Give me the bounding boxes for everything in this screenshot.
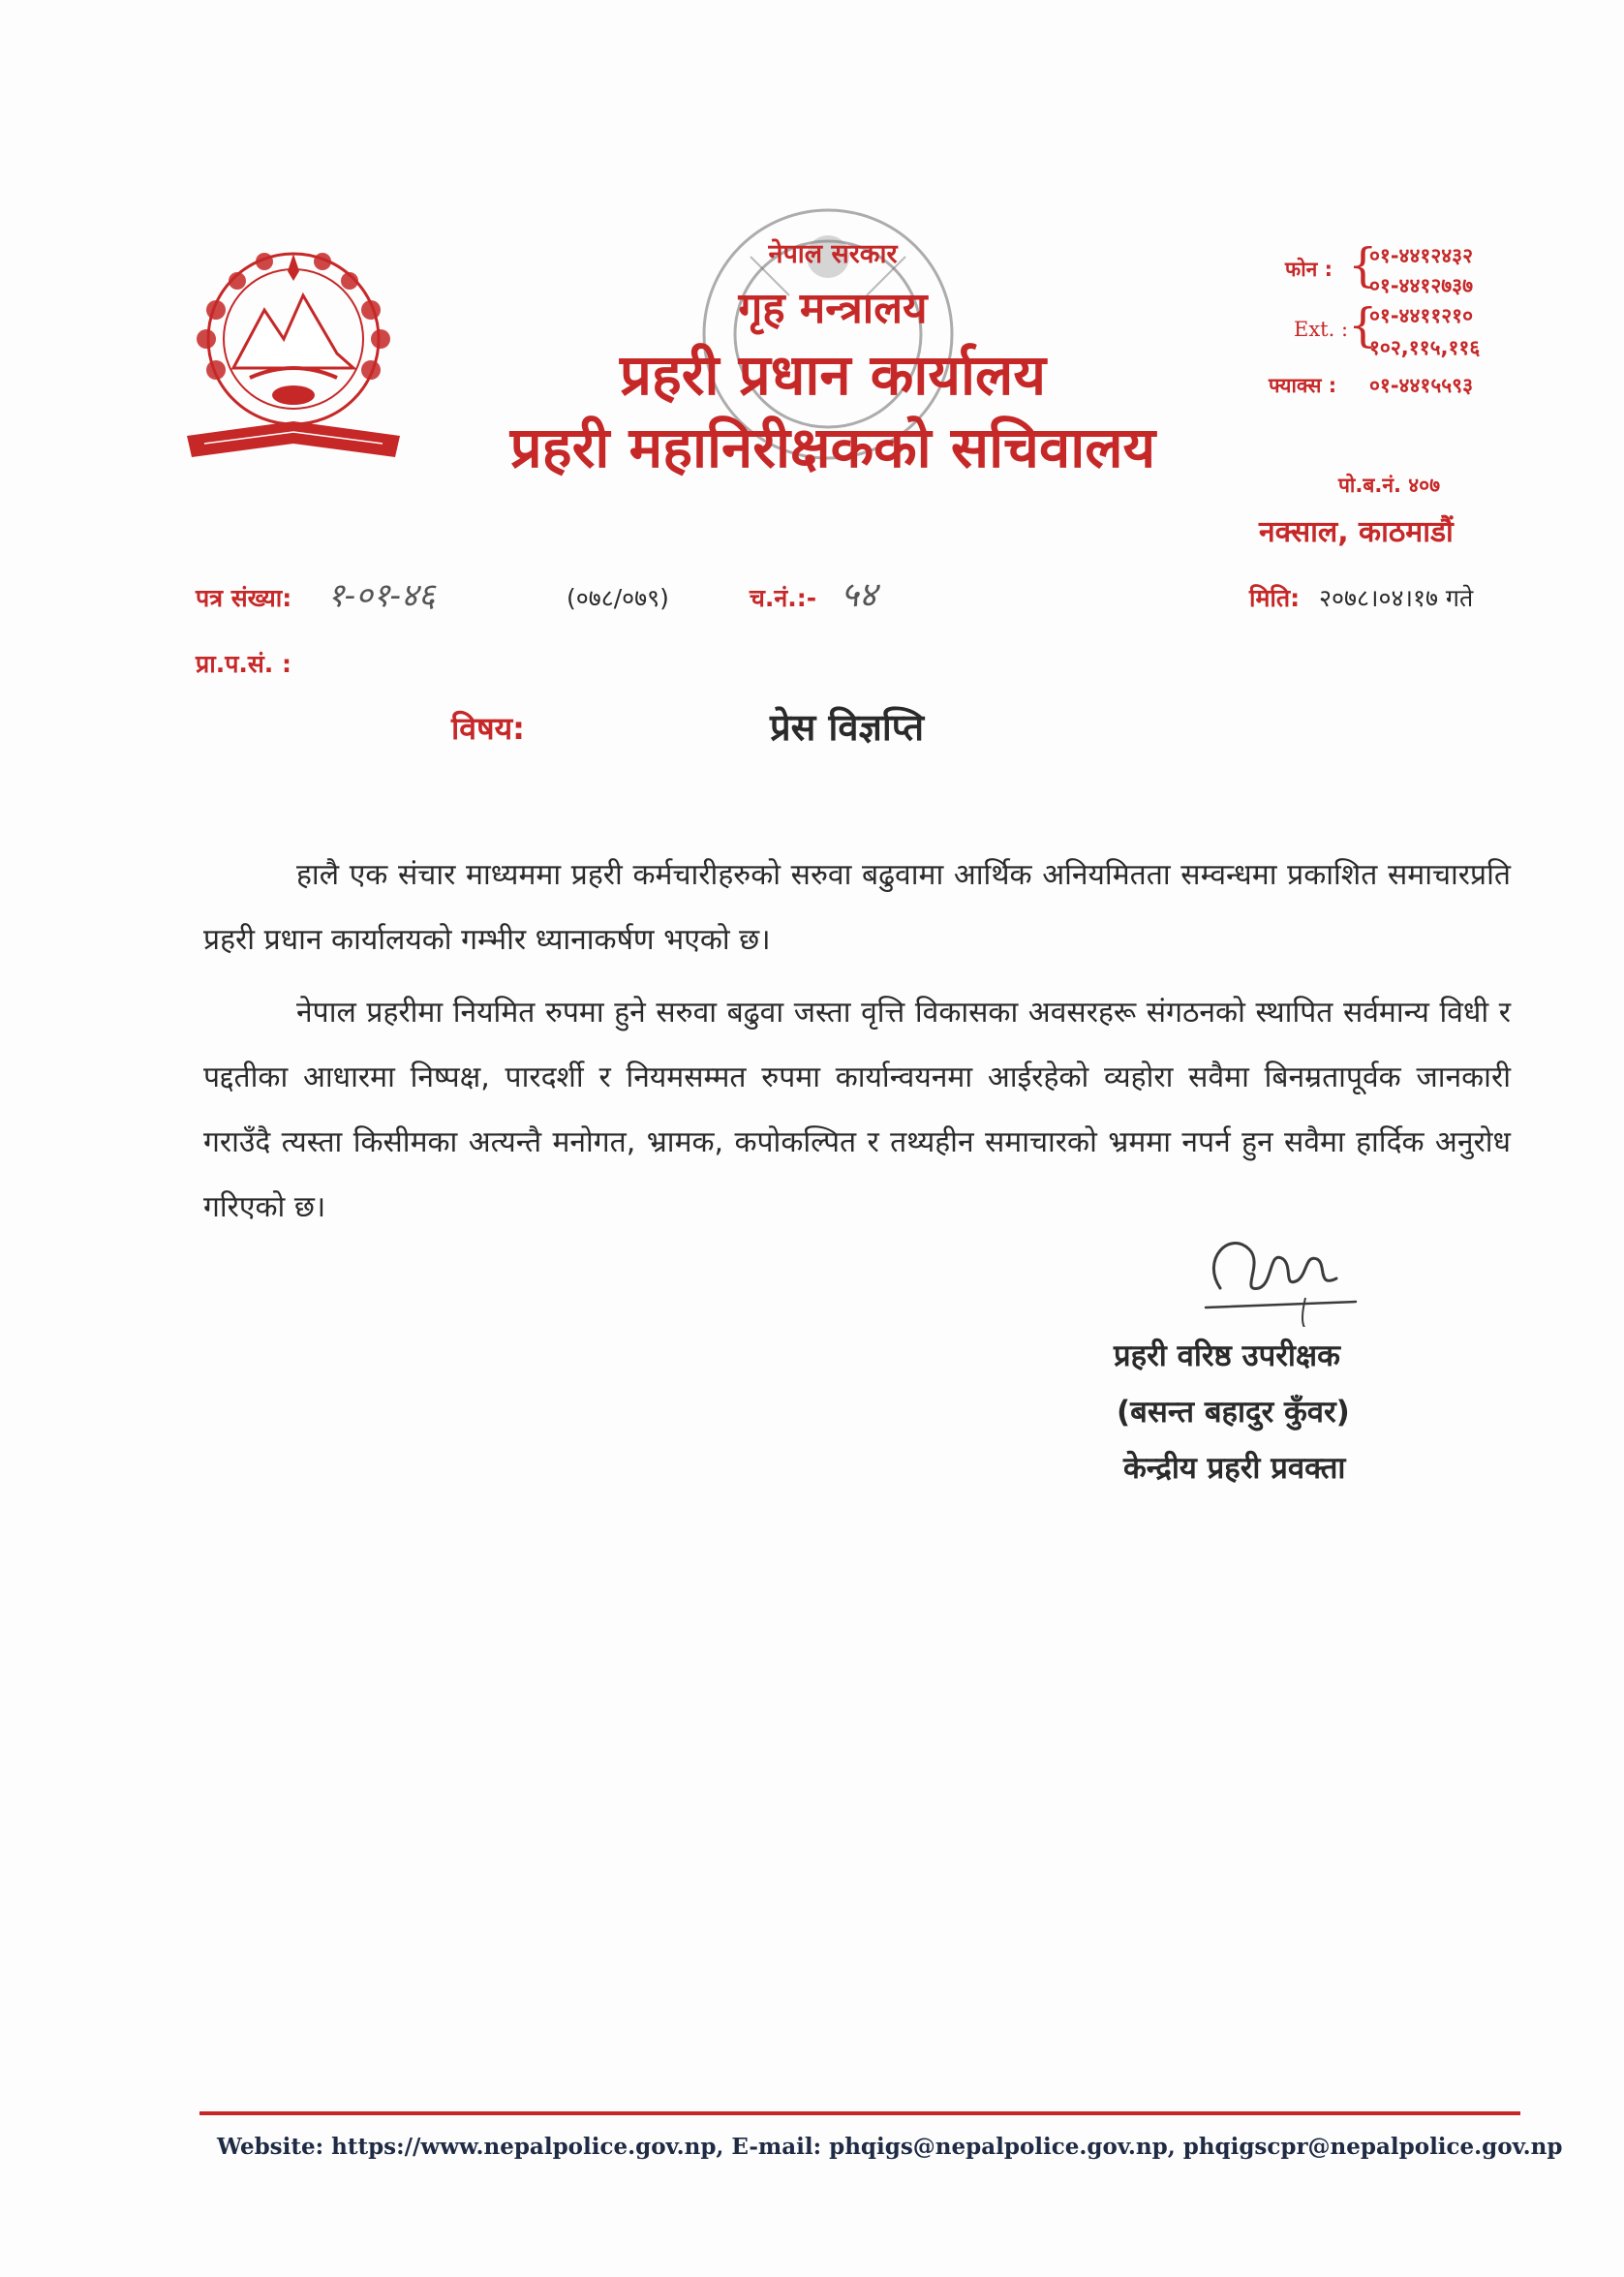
letter-number-value: १-०१-४६: [327, 576, 436, 615]
ministry-title: गृह मन्त्रालय: [738, 284, 928, 333]
signatory-role: केन्द्रीय प्रहरी प्रवक्ता: [1123, 1451, 1346, 1486]
date-label: मिति:: [1249, 584, 1301, 612]
body-paragraph-1: हालै एक संचार माध्यममा प्रहरी कर्मचारीहरुको सरुवा बढुवामा आर्थिक अनियमितता सम्वन्धमा प्रकाशित समाचारप्रति प्रहरी प्रधान कार्यालयको गम्भीर ध्यानाकर्षण भएको छ।: [203, 858, 1511, 957]
nepal-emblem-icon: [177, 242, 410, 465]
fiscal-year: (०७८/०७९): [567, 584, 669, 612]
phone-number-1: ०१-४४१२४३२: [1369, 244, 1473, 267]
letter-number-label: पत्र संख्या:: [196, 584, 292, 612]
phone-brace: {: [1348, 238, 1378, 292]
government-title: नेपाल सरकार: [768, 239, 898, 269]
signatory-name: (बसन्त बहादुर कुँवर): [1117, 1395, 1350, 1430]
handwritten-signature: [1191, 1220, 1365, 1327]
phone-number-2: ०१-४४१२७३७: [1369, 274, 1473, 297]
subject-text: प्रेस विज्ञप्ति: [770, 706, 925, 749]
footer-divider: [199, 2111, 1520, 2115]
phone-label: फोन :: [1285, 258, 1333, 281]
office-address: नक्साल, काठमाडौं: [1259, 515, 1454, 549]
prapas-label: प्रा.प.सं. :: [196, 650, 291, 678]
fax-label: फ्याक्स :: [1269, 374, 1337, 397]
ext-number-2: १०२,११५,११६: [1369, 336, 1481, 359]
dispatch-number-value: ५४: [841, 575, 877, 615]
ext-number-1: ०१-४४११२१०: [1369, 304, 1473, 327]
date-value: २०७८।०४।१७ गते: [1319, 584, 1474, 612]
office-title: प्रहरी प्रधान कार्यालय: [619, 342, 1046, 408]
po-box: पो.ब.नं. ४०७: [1338, 474, 1441, 497]
fax-number: ०१-४४१५५९३: [1369, 374, 1473, 397]
ext-brace: {: [1348, 298, 1378, 353]
dispatch-number-label: च.नं.:-: [750, 584, 817, 612]
subject-label: विषय:: [451, 710, 525, 747]
signatory-designation: प्रहरी वरिष्ठ उपरीक्षक: [1114, 1339, 1340, 1373]
body-paragraph-2: नेपाल प्रहरीमा नियमित रुपमा हुने सरुवा बढुवा जस्ता वृत्ति विकासका अवसरहरू संगठनको स्थापित सर्वमान्य विधी र पद्दतीका आधारमा निष्पक्ष, पारदर्शी र नियमसम्मत रुपमा कार्यान्वयनमा आईरहेको व्यहोरा सवैमा बिनम्रतापूर्वक जानकारी गराउँदै त्यस्ता किसीमका अत्यन्तै मनोगत, भ्रामक, कपोकल्पित र तथ्यहीन समाचारको भ्रममा नपर्न हुन सवैमा हार्दिक अनुरोध गरिएको छ।: [203, 996, 1511, 1224]
secretariat-title: प्रहरी महानिरीक्षकको सचिवालय: [509, 415, 1156, 480]
ext-label: Ext. :: [1294, 318, 1349, 341]
footer-contact: Website: https://www.nepalpolice.gov.np, E-mail: phqigs@nepalpolice.gov.np, phqigscpr@nepalpolice.gov.np: [217, 2134, 1563, 2160]
